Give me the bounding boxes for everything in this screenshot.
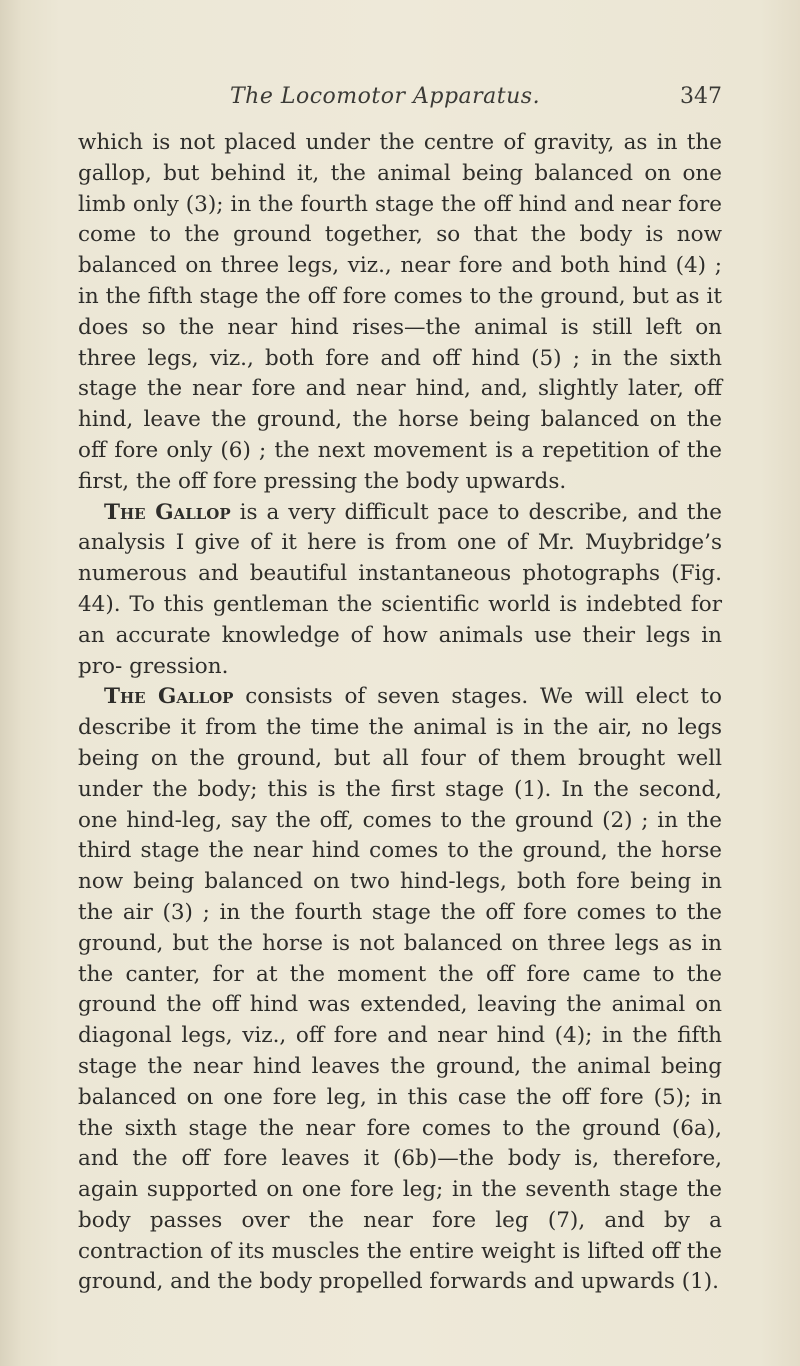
paragraph-text: which is not placed under the centre of gravity, as in the gallop, but behind it, the animal being balanced on one limb only (3); in the fourth stage the off hind and near fore come to the ground together, so that the body is now balanced on three legs, viz., near fore and both hind (4) ; in the fifth stage the off fore comes to the ground, but as it does so the near hind rises—the animal is still left on three legs, viz., both fore and off hind (5) ; in the sixth stage the near fore and near hind, and, slightly later, off hind, leave the ground, the horse being balanced on the off fore only (6) ; the next movement is a repetition of the first, the off fore pressing the body upwards. [78, 130, 722, 494]
paragraph-lead: The Gallop [104, 499, 231, 525]
body-text [78, 128, 722, 1298]
paragraph-gallop-intro [78, 498, 722, 683]
paragraph-trot-continuation [78, 128, 722, 498]
paragraph-lead: The Gallop [104, 684, 234, 710]
page-number: 347 [680, 84, 722, 109]
paragraph-text: consists of seven stages. We will elect to describe it from the time the animal is in the air, no legs being on the ground, but all four of them brought well under the body; this is the first stage (1). In the second, one hind-leg, say the off, comes to the ground (2) ; in the third stage the near hind comes to the ground, the horse now being balanced on two hind-legs, both fore being in the air (3) ; in the fourth stage the off fore comes to the ground, but the horse is not balanced on three legs as in the canter, for at the moment the off fore came to the ground the off hind was extended, leaving the animal on diagonal legs, viz., off fore and near hind (4); in the fifth stage the near hind leaves the ground, the animal being balanced on one fore leg, in this case the off fore (5); in the sixth stage the near fore comes to the ground (6a), and the off fore leaves it (6b)—the body is, therefore, again supported on one fore leg; in the seventh stage the body passes over the near fore leg (7), and by a contraction of its muscles the entire weight is lifted off the ground, and the body propelled forwards and upwards (1). [78, 684, 722, 1295]
paragraph-text: is a very difficult pace to describe, and the analysis I give of it here is from one of Mr. Muybridge’s numerous and beautiful instantaneous photographs (Fig. 44). To this gentleman the scientific world is indebted for an accurate knowledge of how animals use their legs in pro- gression. [78, 499, 723, 679]
running-title: The Locomotor Apparatus. [230, 84, 541, 109]
running-head [230, 78, 722, 118]
paragraph-gallop-stages [78, 682, 722, 1298]
